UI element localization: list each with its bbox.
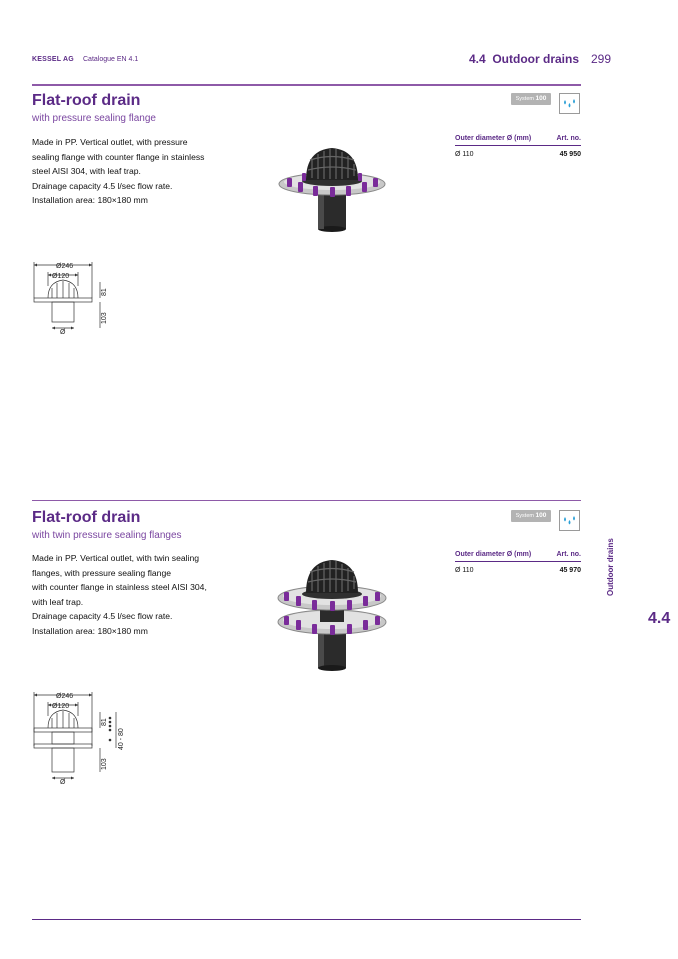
description-line: Made in PP. Vertical outlet, with twin sealing: [32, 553, 200, 563]
table-row: [455, 562, 581, 576]
dim-range: 40 - 80: [118, 728, 125, 750]
description-line: Installation area: 180×180 mm: [32, 625, 148, 636]
table-header: [455, 133, 581, 146]
description-line: steel AISI 304, with leaf trap.: [32, 166, 141, 177]
product-1-drawing: [30, 258, 110, 340]
description-line: sealing flange with counter flange in stainless: [32, 151, 205, 162]
side-tab-number: 4.4: [648, 610, 671, 627]
product-2-subtitle: with twin pressure sealing flanges: [32, 530, 182, 541]
dim-outer: Ø246: [56, 263, 74, 270]
system-badge: [511, 510, 551, 522]
product-1-subtitle: with pressure sealing flange: [32, 113, 156, 124]
product-1-table: [455, 133, 581, 160]
col-art-no: Art. no.: [556, 551, 581, 558]
description-line: flanges, with pressure sealing flange: [32, 567, 172, 578]
water-drops-icon: [559, 510, 580, 531]
dim-diameter: Ø: [60, 779, 66, 786]
description-line: Drainage capacity 4.5 l/sec flow rate.: [32, 180, 173, 191]
product-1-photo: [278, 140, 386, 232]
col-art-no: Art. no.: [556, 135, 581, 142]
dim-height-top: 81: [101, 288, 108, 296]
cell-art-no: 45 970: [559, 567, 581, 574]
product-1-description: [32, 135, 204, 208]
system-badge-label: System: [515, 96, 534, 102]
footer-divider: [32, 919, 581, 920]
dim-height-top: 81: [101, 718, 108, 726]
dim-outer: Ø246: [56, 693, 74, 700]
dim-height-bottom: 103: [101, 312, 108, 324]
header-divider: [32, 84, 581, 86]
section-title: 4.4 Outdoor drains: [468, 52, 579, 66]
product-2-title: Flat-roof drain: [32, 509, 141, 526]
product-2-description: [32, 551, 207, 639]
product-2-table: [455, 549, 581, 576]
product-1-title: Flat-roof drain: [32, 92, 141, 109]
system-badge-label: System: [515, 513, 534, 519]
description-line: Made in PP. Vertical outlet, with pressure: [32, 137, 188, 147]
system-badge-number: 100: [535, 95, 547, 102]
system-badge: [511, 93, 551, 105]
description-line: Installation area: 180×180 mm: [32, 195, 148, 206]
dim-inner: Ø120: [52, 703, 70, 710]
section-divider: [32, 500, 581, 501]
description-line: with counter flange in stainless steel AISI 304,: [32, 582, 207, 593]
dim-inner: Ø120: [52, 273, 70, 280]
description-line: with leaf trap.: [32, 596, 84, 607]
company-name: KESSEL AG: [32, 56, 74, 63]
cell-diameter: Ø 110: [455, 567, 474, 574]
catalogue-label: Catalogue EN 4.1: [83, 56, 139, 63]
dim-diameter: Ø: [60, 329, 66, 336]
cell-art-no: 45 950: [559, 151, 581, 158]
water-drops-icon: [559, 93, 580, 114]
product-2-drawing: [30, 688, 128, 788]
side-tab-label: Outdoor drains: [606, 538, 615, 596]
table-row: [455, 146, 581, 160]
col-diameter: Outer diameter Ø (mm): [455, 551, 532, 558]
col-diameter: Outer diameter Ø (mm): [455, 135, 532, 142]
page-number: 299: [591, 52, 612, 66]
cell-diameter: Ø 110: [455, 151, 474, 158]
description-line: Drainage capacity 4.5 l/sec flow rate.: [32, 611, 173, 622]
table-header: [455, 549, 581, 562]
system-badge-number: 100: [535, 512, 547, 519]
product-2-photo: [276, 556, 388, 672]
dim-height-bottom: 103: [101, 758, 108, 770]
